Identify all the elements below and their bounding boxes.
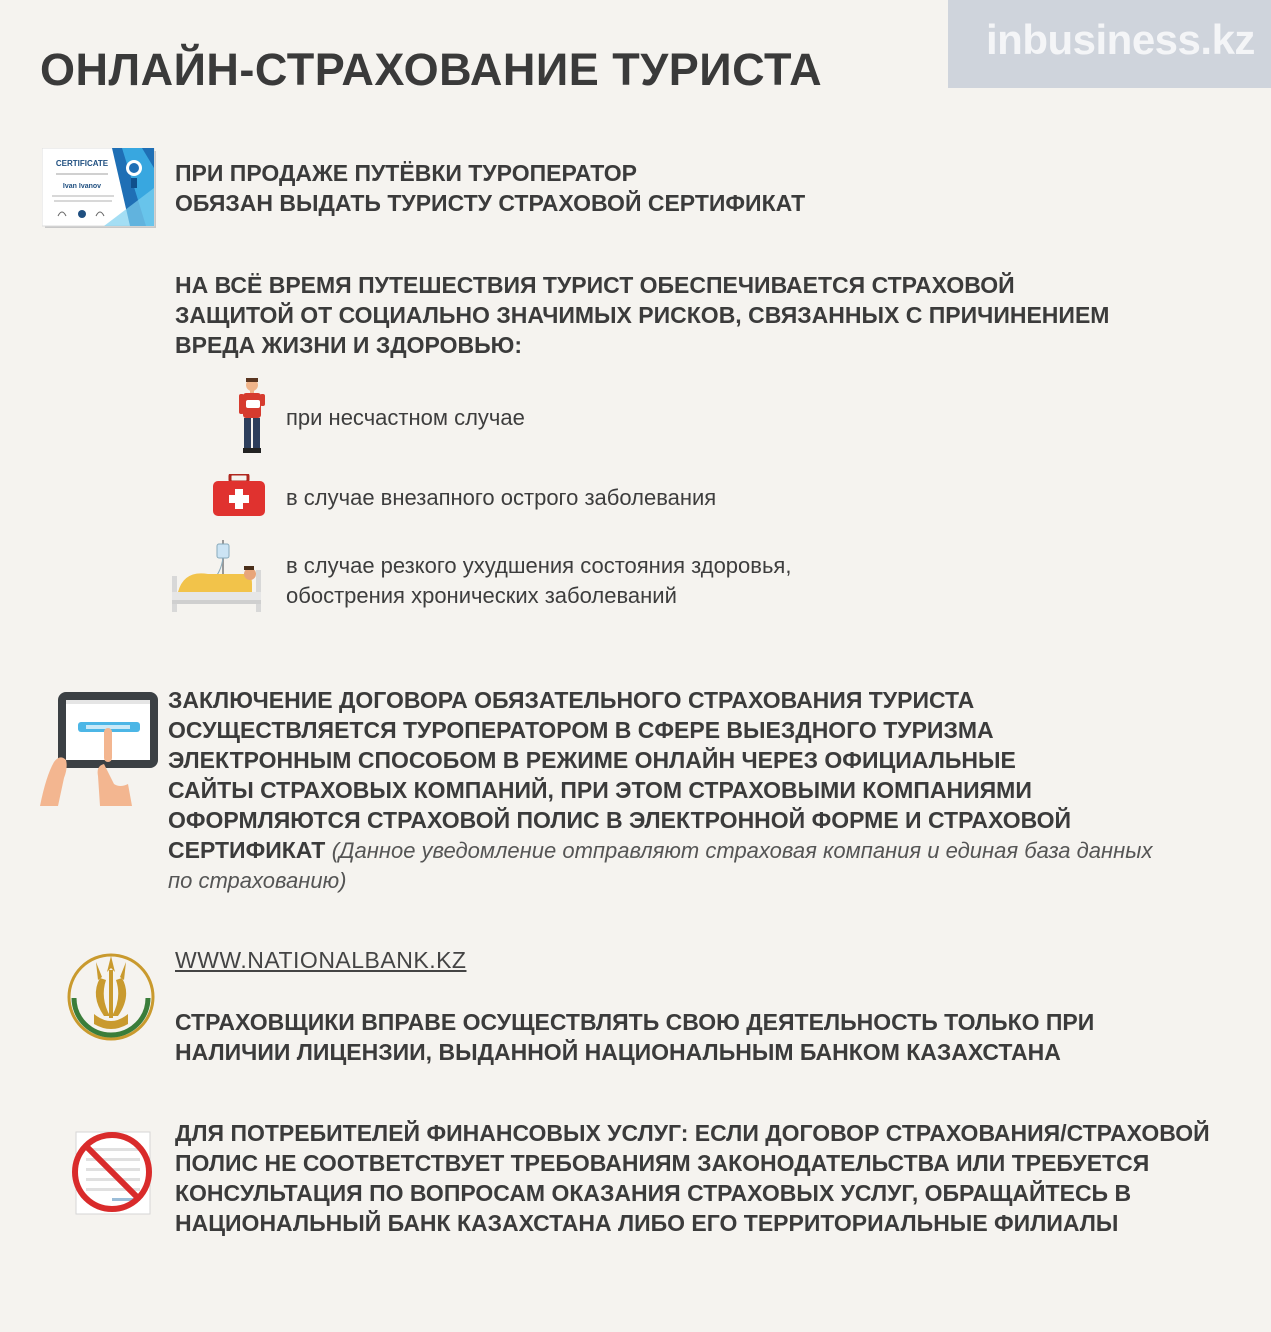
certificate-icon — [42, 148, 158, 230]
page-title: ОНЛАЙН-СТРАХОВАНИЕ ТУРИСТА — [40, 44, 823, 95]
coverage-text: НА ВСЁ ВРЕМЯ ПУТЕШЕСТВИЯ ТУРИСТ ОБЕСПЕЧИВАЕТСЯ СТРАХОВОЙ ЗАЩИТОЙ ОТ СОЦИАЛЬНО ЗНАЧИМЫХ РИСКОВ, СВЯЗАННЫХ С ПРИЧИНЕНИЕМ ВРЕДА ЖИЗНИ И ЗДОРОВЬЮ: — [175, 272, 1110, 358]
risk-illness: в случае внезапного острого заболевания — [286, 485, 717, 510]
nationalbank-text: СТРАХОВЩИКИ ВПРАВЕ ОСУЩЕСТВЛЯТЬ СВОЮ ДЕЯТЕЛЬНОСТЬ ТОЛЬКО ПРИ НАЛИЧИИ ЛИЦЕНЗИИ, ВЫДАННОЙ НАЦИОНАЛЬНЫМ БАНКОМ КАЗАХСТАНА — [175, 1009, 1095, 1065]
injured-person-icon — [234, 378, 270, 454]
inbusiness-logo[interactable] — [948, 0, 1271, 88]
certificate-title: CERTIFICATE — [55, 159, 109, 168]
risk-accident: при несчастном случае — [286, 405, 525, 430]
nationalbank-link[interactable]: WWW.NATIONALBANK.KZ — [175, 947, 467, 973]
certificate-text: ПРИ ПРОДАЖЕ ПУТЁВКИ ТУРОПЕРАТОР ОБЯЗАН ВЫДАТЬ ТУРИСТУ СТРАХОВОЙ СЕРТИФИКАТ — [175, 160, 806, 216]
logo-text: inbusiness.kz — [986, 16, 1255, 63]
consumer-text: ДЛЯ ПОТРЕБИТЕЛЕЙ ФИНАНСОВЫХ УСЛУГ: ЕСЛИ ДОГОВОР СТРАХОВАНИЯ/СТРАХОВОЙ ПОЛИС НЕ СООТВЕТСТВУЕТ ТРЕБОВАНИЯМ ЗАКОНОДАТЕЛЬСТВА ИЛИ ТРЕБУЕТСЯ КОНСУЛЬТАЦИЯ ПО ВОПРОСАМ ОКАЗАНИЯ СТРАХОВЫХ УСЛУГ, ОБРАЩАЙТЕСЬ В НАЦИОНАЛЬНЫЙ БАНК КАЗАХСТАНА ЛИБО ЕГО ТЕРРИТОРИАЛЬНЫЕ ФИЛИАЛЫ — [175, 1120, 1210, 1236]
online-note-end: по страхованию) — [168, 868, 347, 893]
tablet-hands-icon — [40, 690, 160, 808]
online-text: ЗАКЛЮЧЕНИЕ ДОГОВОРА ОБЯЗАТЕЛЬНОГО СТРАХОВАНИЯ ТУРИСТА ОСУЩЕСТВЛЯЕТСЯ ТУРОПЕРАТОРОМ В СФЕРЕ ВЫЕЗДНОГО ТУРИЗМА ЭЛЕКТРОННЫМ СПОСОБОМ В РЕЖИМЕ ОНЛАЙН ЧЕРЕЗ ОФИЦИАЛЬНЫЕ САЙТЫ СТРАХОВЫХ КОМПАНИЙ, ПРИ ЭТОМ СТРАХОВЫМИ КОМПАНИЯМИ ОФОРМЛЯЮТСЯ СТРАХОВОЙ ПОЛИС В ЭЛЕКТРОННОЙ ФОРМЕ И СТРАХОВОЙ СЕРТИФИКАТ (Данное уведомление отправляют страховая компания и единая база данных по страхованию) — [168, 685, 1152, 896]
online-note: (Данное уведомление отправляют страховая компания и единая база данных — [331, 838, 1153, 863]
online-last-bold: СЕРТИФИКАТ — [168, 837, 326, 863]
first-aid-kit-icon — [213, 474, 265, 516]
risk-chronic: в случае резкого ухудшения состояния здоровья, обострения хронических заболеваний — [286, 553, 792, 608]
certificate-name: Ivan Ivanov — [62, 183, 102, 190]
hospital-bed-icon — [170, 540, 264, 614]
national-bank-emblem-icon — [66, 952, 156, 1042]
prohibited-document-icon — [68, 1128, 158, 1218]
